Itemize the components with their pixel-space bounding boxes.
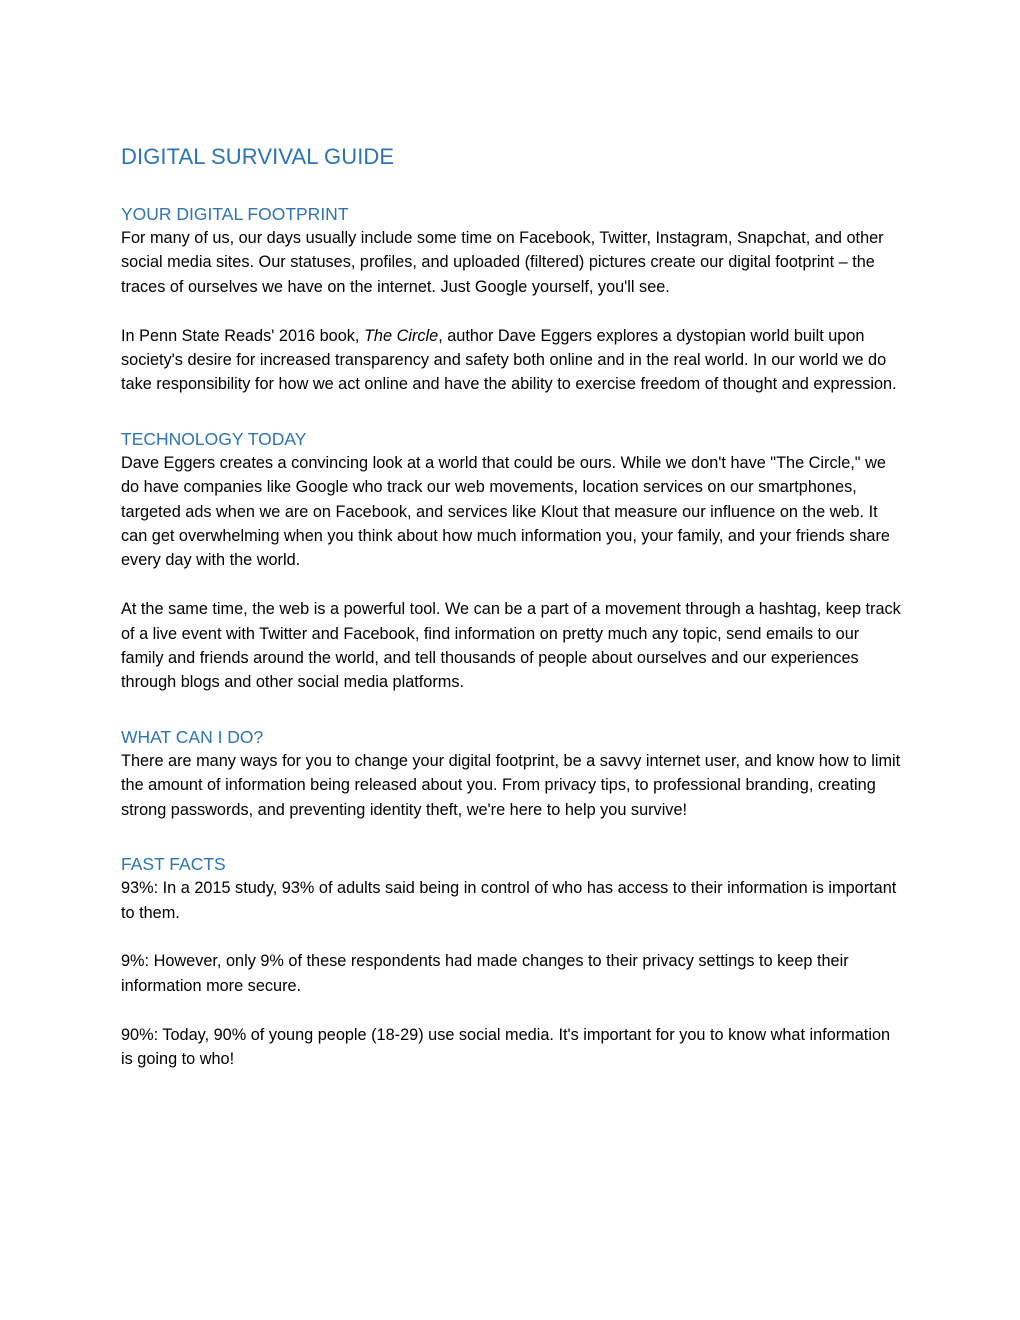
paragraph: At the same time, the web is a powerful tool. We can be a part of a movement through a hashtag, keep track of a live event with Twitter and Facebook, find information on pretty much any topic, send emails to our family and friends around the world, and tell thousands of people about ourselves and our experiences through blogs and other social media platforms. — [121, 600, 901, 692]
fact-paragraph: 9%: However, only 9% of these respondents had made changes to their privacy settings to keep their information more secure. — [121, 952, 849, 995]
document-page — [121, 140, 901, 1071]
section-heading: WHAT CAN I DO? — [121, 726, 264, 747]
paragraph-the-circle — [121, 324, 901, 397]
section-digital-footprint — [121, 202, 901, 397]
section-heading: YOUR DIGITAL FOOTPRINT — [121, 204, 349, 224]
book-title: The Circle — [363, 326, 439, 345]
section-fast-facts — [121, 852, 901, 1071]
section-heading: FAST FACTS — [121, 854, 226, 875]
paragraph-text-after: , author Dave Eggers explores a dystopian world built upon society's desire for increased transparency and safety both online and in the real world. In our world we do take responsibility for how we act online and have the ability to exercise freedom of thought and expression. — [121, 326, 897, 394]
paragraph: There are many ways for you to change your digital footprint, be a savvy internet user, and know how to limit the amount of information being released about you. From privacy tips, to professional branding, creating strong passwords, and preventing identity theft, we're here to help you survive! — [121, 751, 901, 819]
section-what-can-i-do — [121, 725, 901, 822]
fact-paragraph: 90%: Today, 90% of young people (18-29) use social media. It's important for you to know what information is going to who! — [121, 1025, 891, 1068]
section-technology-today — [121, 427, 901, 695]
document-title: DIGITAL SURVIVAL GUIDE — [121, 144, 395, 169]
paragraph: For many of us, our days usually include some time on Facebook, Twitter, Instagram, Snapchat, and other social media sites. Our statuses, profiles, and uploaded (filtered) pictures create our digital footprint – the traces of ourselves we have on the internet. Just Google yourself, you'll see. — [121, 229, 884, 296]
section-heading: TECHNOLOGY TODAY — [121, 428, 307, 449]
paragraph: Dave Eggers creates a convincing look at a world that could be ours. While we don't have "The Circle," we do have companies like Google who track our web movements, location services on our smartphones, targeted ads when we are on Facebook, and services like Klout that measure our influence on the web. It can get overwhelming when you think about how much information you, your family, and your friends share every day with the world. — [121, 453, 890, 570]
paragraph-text-before: In Penn State Reads' 2016 book, — [121, 326, 364, 345]
fact-paragraph: 93%: In a 2015 study, 93% of adults said being in control of who has access to their information is important to them. — [121, 879, 897, 922]
